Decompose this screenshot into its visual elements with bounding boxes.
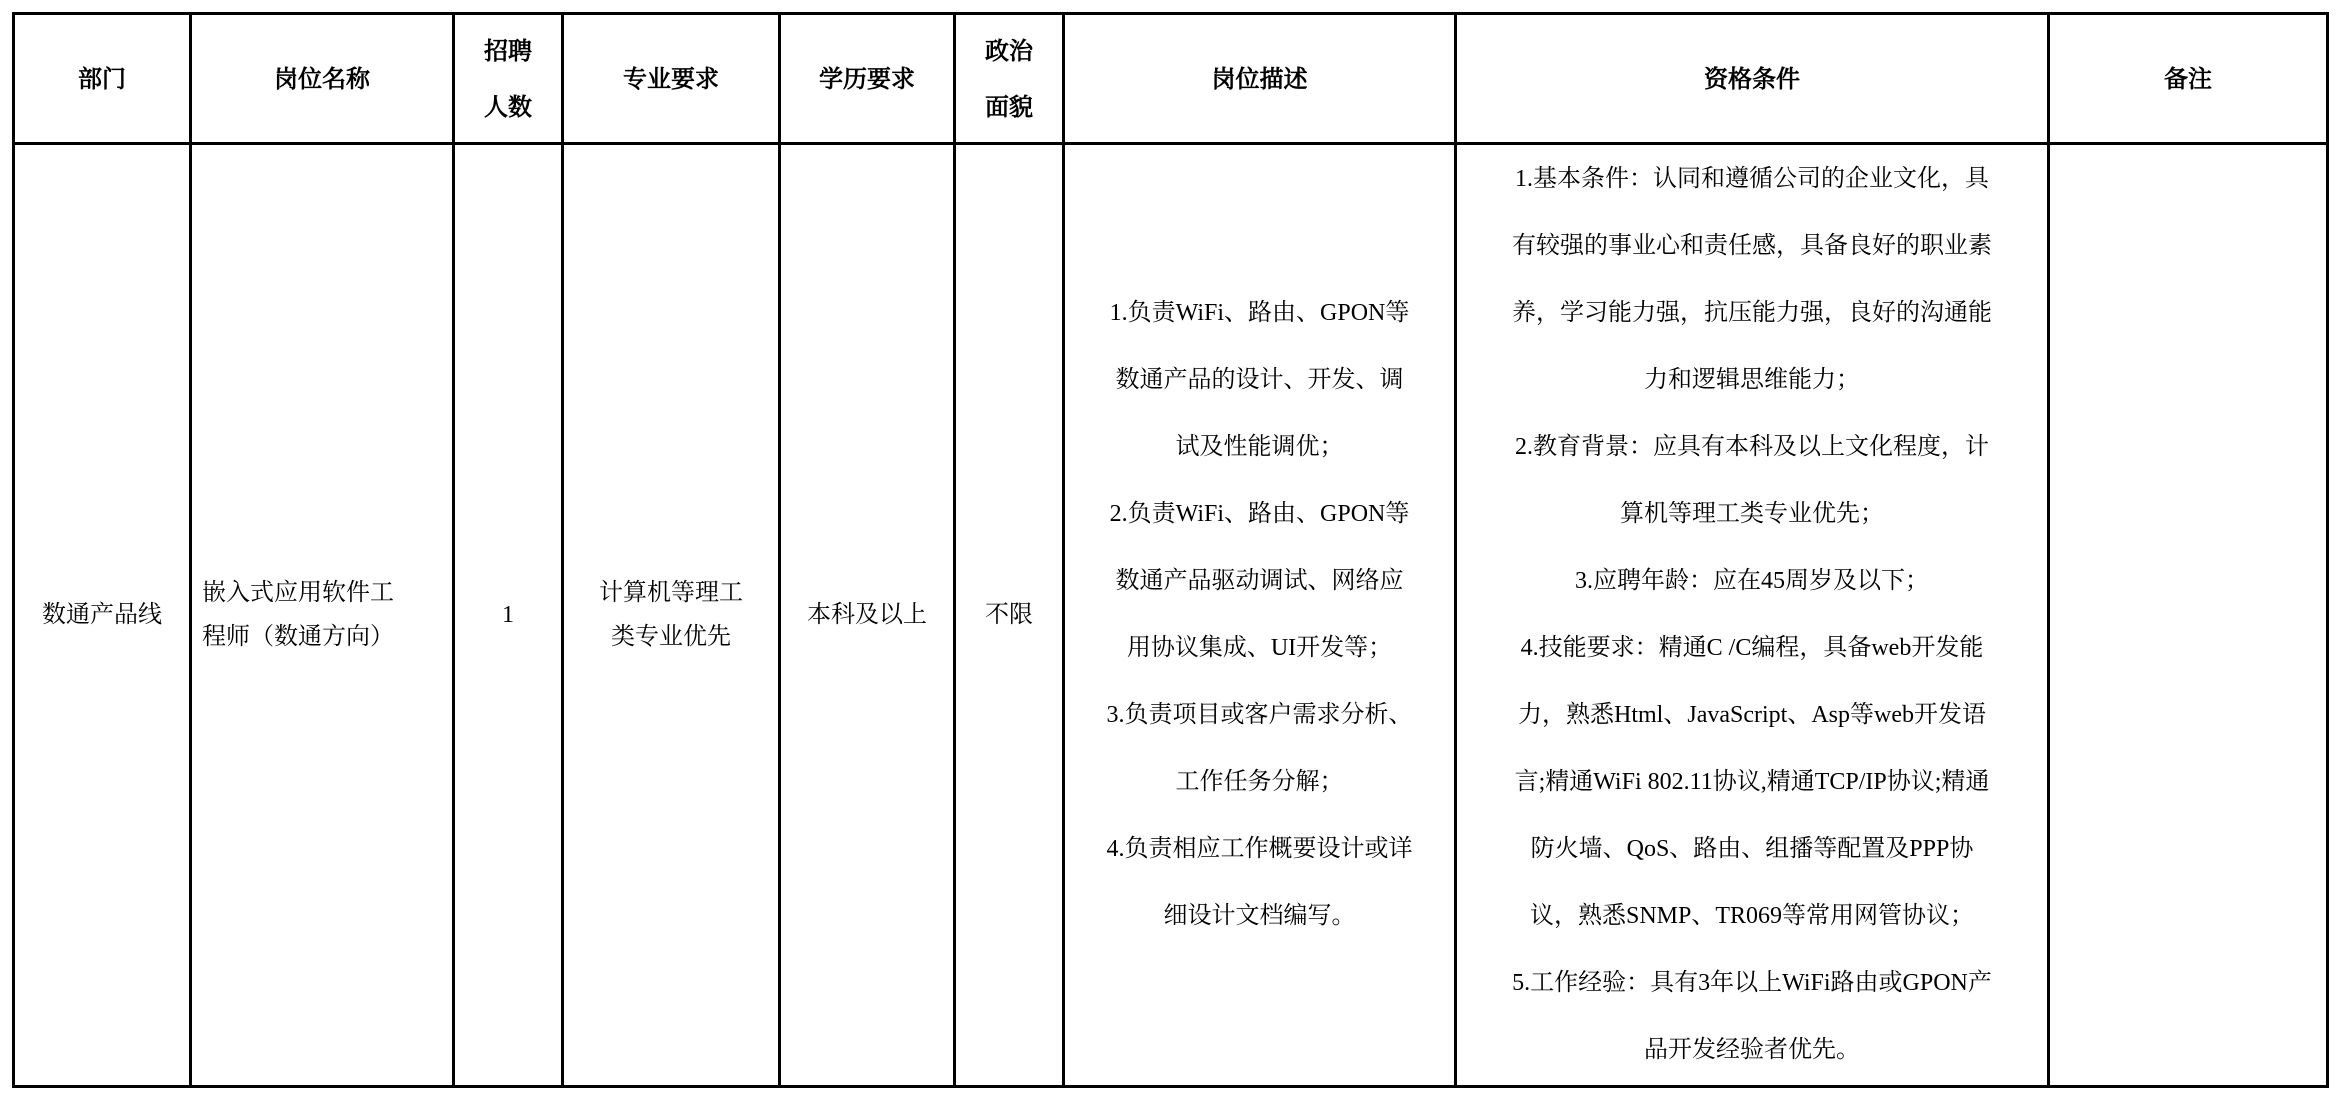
qualification-line: 有较强的事业心和责任感，具备良好的职业素: [1512, 233, 1992, 259]
recruitment-table: [12, 12, 2329, 1088]
description-line: 用协议集成、UI开发等；: [1126, 635, 1393, 661]
description-line: 细设计文档编写。: [1163, 903, 1356, 929]
header-major: 专业要求: [563, 14, 780, 144]
description-line: 4.负责相应工作概要设计或详: [1106, 836, 1413, 862]
qualification-line: 议，熟悉SNMP、TR069等常用网管协议；: [1529, 903, 1975, 929]
table-row: [14, 144, 2328, 1087]
qualification-line: 力和逻辑思维能力；: [1644, 367, 1860, 393]
description-line: 1.负责WiFi、路由、GPON等: [1109, 300, 1410, 326]
cell-qualifications: [1456, 144, 2049, 1087]
header-education: 学历要求: [780, 14, 955, 144]
qualification-line: 1.基本条件：认同和遵循公司的企业文化，具: [1515, 166, 1989, 192]
header-headcount-line: 招聘: [484, 36, 532, 65]
header-row: [14, 14, 2328, 144]
cell-major: [563, 144, 780, 1087]
qualification-line: 5.工作经验：具有3年以上WiFi路由或GPON产: [1512, 970, 1992, 996]
cell-political: 不限: [955, 144, 1064, 1087]
header-qualifications: 资格条件: [1456, 14, 2049, 144]
description-line: 数通产品驱动调试、网络应: [1115, 568, 1404, 594]
qualification-line: 3.应聘年龄：应在45周岁及以下；: [1575, 568, 1929, 594]
header-headcount: [454, 14, 563, 144]
header-headcount-line: 人数: [484, 92, 532, 121]
header-dept: 部门: [14, 14, 191, 144]
cell-headcount: 1: [454, 144, 563, 1087]
cell-major-line: 类专业优先: [611, 624, 731, 650]
cell-position: [191, 144, 454, 1087]
qualification-line: 2.教育背景：应具有本科及以上文化程度，计: [1515, 434, 1989, 460]
qualification-line: 品开发经验者优先。: [1644, 1037, 1860, 1063]
qualification-line: 养，学习能力强，抗压能力强，良好的沟通能: [1512, 300, 1992, 326]
header-political-line: 面貌: [985, 92, 1033, 121]
cell-description: [1064, 144, 1456, 1087]
header-notes: 备注: [2049, 14, 2328, 144]
qualification-line: 防火墙、QoS、路由、组播等配置及PPP协: [1530, 836, 1974, 862]
cell-education: 本科及以上: [780, 144, 955, 1087]
description-line: 工作任务分解；: [1175, 769, 1344, 795]
cell-dept: 数通产品线: [14, 144, 191, 1087]
description-line: 3.负责项目或客户需求分析、: [1106, 702, 1413, 728]
qualification-line: 言;精通WiFi 802.11协议,精通TCP/IP协议;精通: [1514, 769, 1990, 795]
cell-position-line: 嵌入式应用软件工: [202, 580, 394, 606]
description-line: 2.负责WiFi、路由、GPON等: [1109, 501, 1410, 527]
cell-position-line: 程师（数通方向）: [202, 624, 394, 650]
qualification-line: 力，熟悉Html、JavaScript、Asp等web开发语: [1518, 702, 1986, 728]
cell-notes: [2049, 144, 2328, 1087]
cell-major-line: 计算机等理工: [599, 580, 743, 606]
header-political: [955, 14, 1064, 144]
header-political-line: 政治: [985, 36, 1033, 65]
description-line: 数通产品的设计、开发、调: [1115, 367, 1404, 393]
description-line: 试及性能调优；: [1175, 434, 1344, 460]
qualification-line: 4.技能要求：精通C /C编程，具备web开发能: [1520, 635, 1984, 661]
header-description: 岗位描述: [1064, 14, 1456, 144]
qualification-line: 算机等理工类专业优先；: [1620, 501, 1884, 527]
header-position: 岗位名称: [191, 14, 454, 144]
